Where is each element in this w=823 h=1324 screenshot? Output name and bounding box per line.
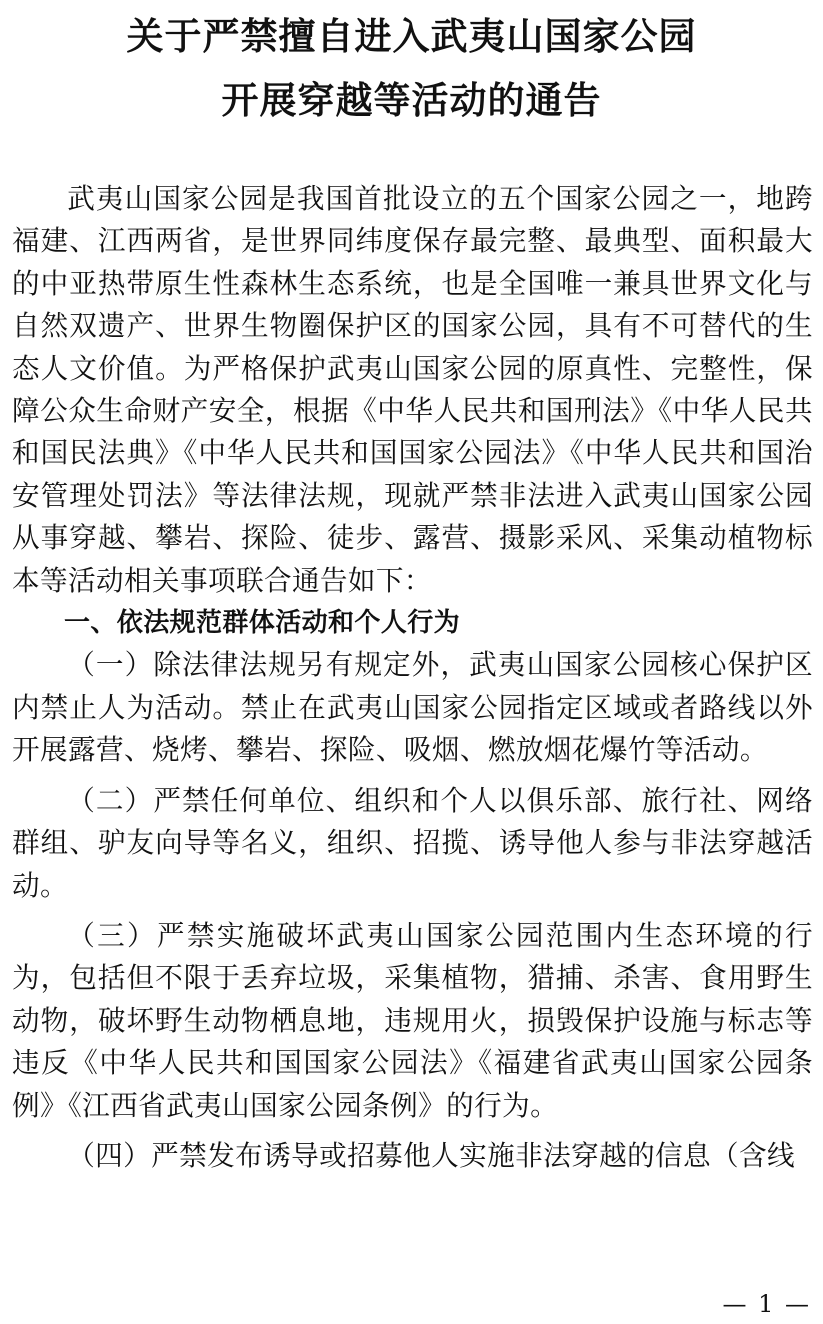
paragraph-spacer: [12, 772, 813, 780]
paragraph-spacer: [12, 907, 813, 915]
page-number: — 1 —: [722, 1290, 811, 1318]
paragraph-spacer: [12, 1127, 813, 1135]
document-title-line-1: 关于严禁擅自进入武夷山国家公园: [126, 14, 697, 58]
document-title-line-2: 开展穿越等活动的通告: [221, 78, 602, 122]
item-paragraph-4-partial: （四）严禁发布诱导或招募他人实施非法穿越的信息（含线: [67, 1138, 796, 1172]
document-body: [12, 178, 813, 1177]
item-paragraph-1: （一）除法律法规另有规定外，武夷山国家公园核心保护区内禁止人为活动。禁止在武夷山国家公园指定区域或者路线以外开展露营、烧烤、攀岩、探险、吸烟、燃放烟花爆竹等活动。: [12, 648, 813, 767]
section-heading-1: 一、依法规范群体活动和个人行为: [64, 608, 461, 639]
item-paragraph-3: （三）严禁实施破坏武夷山国家公园范围内生态环境的行为，包括但不限于丢弃垃圾，采集植物，猎捕、杀害、食用野生动物，破坏野生动物栖息地，违规用火，损毁保护设施与标志等违反《中华人民共和国国家公园法》《福建省武夷山国家公园条例》《江西省武夷山国家公园条例》的行为。: [12, 918, 813, 1122]
intro-paragraph: 武夷山国家公园是我国首批设立的五个国家公园之一，地跨福建、江西两省，是世界同纬度保存最完整、最典型、面积最大的中亚热带原生性森林生态系统，也是全国唯一兼具世界文化与自然双遗产、世界生物圈保护区的国家公园，具有不可替代的生态人文价值。为严格保护武夷山国家公园的原真性、完整性，保障公众生命财产安全，根据《中华人民共和国刑法》《中华人民共和国民法典》《中华人民共和国国家公园法》《中华人民共和国治安管理处罚法》等法律法规，现就严禁非法进入武夷山国家公园从事穿越、攀岩、探险、徒步、露营、摄影采风、采集动植物标本等活动相关事项联合通告如下：: [12, 182, 813, 597]
item-paragraph-2: （二）严禁任何单位、组织和个人以俱乐部、旅行社、网络群组、驴友向导等名义，组织、招揽、诱导他人参与非法穿越活动。: [12, 783, 813, 902]
